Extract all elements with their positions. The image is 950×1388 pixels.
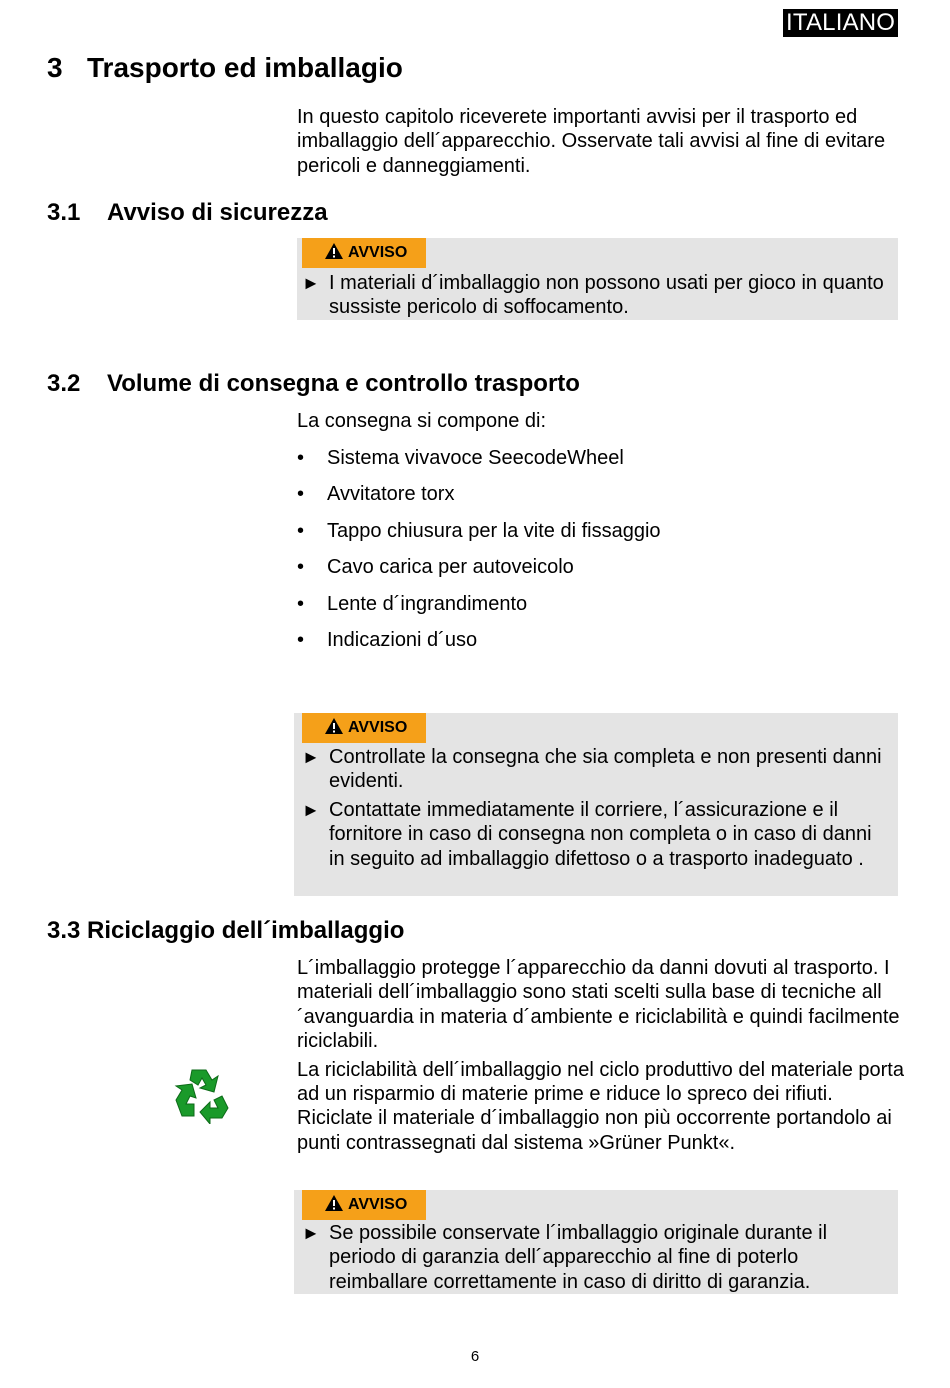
warning-item-text: Se possibile conservate l´imballaggio originale durante il periodo di garanzia dell´apparecchio al fine di poterlo reimballare correttamente in caso di diritto di garanzia.: [329, 1222, 828, 1293]
list-item: [297, 482, 661, 518]
warning-item-text: Contattate immediatamente il corriere, l´assicurazione e il fornitore in caso di consegna non completa o in caso di danni in seguito ad imballaggio difettoso o a trasporto inadeguato .: [329, 798, 872, 870]
list-item: [297, 446, 661, 482]
delivery-intro: La consegna si compone di:: [297, 410, 547, 432]
list-item-text: Tappo chiusura per la vite di fissaggio: [327, 519, 661, 542]
warning-item: [302, 745, 890, 794]
warning-box-delivery: [294, 713, 898, 896]
bullet-icon: •: [297, 483, 305, 506]
warning-label: AVVISO: [348, 719, 408, 736]
chapter-heading: [47, 50, 403, 86]
warning-item: [302, 1221, 890, 1294]
recycling-text: [297, 956, 907, 1155]
section-3-1-heading: [47, 198, 328, 228]
arrow-icon: ►: [302, 799, 320, 820]
chapter-title: Trasporto ed imballagio: [87, 52, 403, 83]
warning-triangle-icon: [324, 242, 344, 260]
list-item-text: Indicazioni d´uso: [327, 628, 478, 651]
arrow-icon: ►: [302, 1223, 320, 1243]
bullet-icon: •: [297, 556, 305, 579]
bullet-icon: •: [297, 447, 305, 469]
chapter-intro: [297, 105, 907, 178]
recycling-paragraph: L´imballaggio protegge l´apparecchio da danni dovuti al trasporto. I materiali dell´imballaggio sono stati scelti sulla base di tecniche all´avanguardia in materia d´ambiente e riciclabilità e quindi facilmente riciclabili.: [297, 957, 900, 1053]
section-3-1-title: Avviso di sicurezza: [107, 199, 328, 226]
warning-triangle-icon: [324, 1194, 344, 1212]
section-3-2-title: Volume di consegna e controllo trasporto: [107, 370, 580, 397]
warning-item: [302, 798, 890, 871]
warning-box-safety: [297, 238, 898, 320]
arrow-icon: ►: [302, 747, 320, 767]
section-3-2-heading: [47, 369, 580, 399]
list-item-text: Avvitatore torx: [327, 483, 455, 506]
warning-label: AVVISO: [348, 1196, 408, 1213]
warning-label: AVVISO: [348, 244, 408, 261]
warning-tag: [302, 1190, 426, 1220]
bullet-icon: •: [297, 519, 305, 542]
warning-item-text: Controllate la consegna che sia completa e non presenti danni evidenti.: [329, 746, 882, 793]
list-item-text: Sistema vivavoce SeecodeWheel: [327, 447, 624, 469]
section-3-2-number: 3.2: [47, 370, 81, 397]
section-3-3-title: 3.3 Riciclaggio dell´imballaggio: [47, 917, 405, 944]
warning-tag: [302, 238, 426, 268]
bullet-icon: •: [297, 592, 305, 615]
recycling-paragraph: La riciclabilità dell´imballaggio nel ciclo produttivo del materiale porta ad un risparmio di materie prime e riduce lo spreco dei rifiuti. Riciclate il materiale d´imballaggio non più occorrente portandolo ai punti contrassegnati dal sistema »Grüner Punkt«.: [297, 1058, 904, 1154]
list-item: [297, 592, 661, 628]
arrow-icon: ►: [302, 273, 320, 293]
delivery-list: [297, 446, 661, 664]
language-tag: ITALIANO: [783, 9, 898, 37]
list-item-text: Cavo carica per autoveicolo: [327, 556, 574, 579]
warning-item: [302, 271, 890, 320]
list-item-text: Lente d´ingrandimento: [327, 592, 528, 615]
list-item: [297, 519, 661, 555]
warning-box-recycling: [294, 1190, 898, 1294]
chapter-number: 3: [47, 52, 63, 83]
chapter-intro-text: In questo capitolo riceverete importanti avvisi per il trasporto ed imballaggio dell´apparecchio. Osservate tali avvisi al fine di evitare pericoli e danneggiamenti.: [297, 106, 886, 177]
warning-triangle-icon: [324, 717, 344, 735]
section-3-3-heading: [47, 916, 404, 946]
page-number: 6: [470, 1348, 480, 1365]
warning-tag: [302, 713, 426, 743]
recycle-icon: [172, 1066, 232, 1124]
section-3-1-number: 3.1: [47, 199, 81, 226]
list-item: [297, 628, 661, 664]
list-item: [297, 555, 661, 591]
warning-item-text: I materiali d´imballaggio non possono usati per gioco in quanto sussiste pericolo di soffocamento.: [329, 272, 884, 319]
bullet-icon: •: [297, 628, 305, 651]
